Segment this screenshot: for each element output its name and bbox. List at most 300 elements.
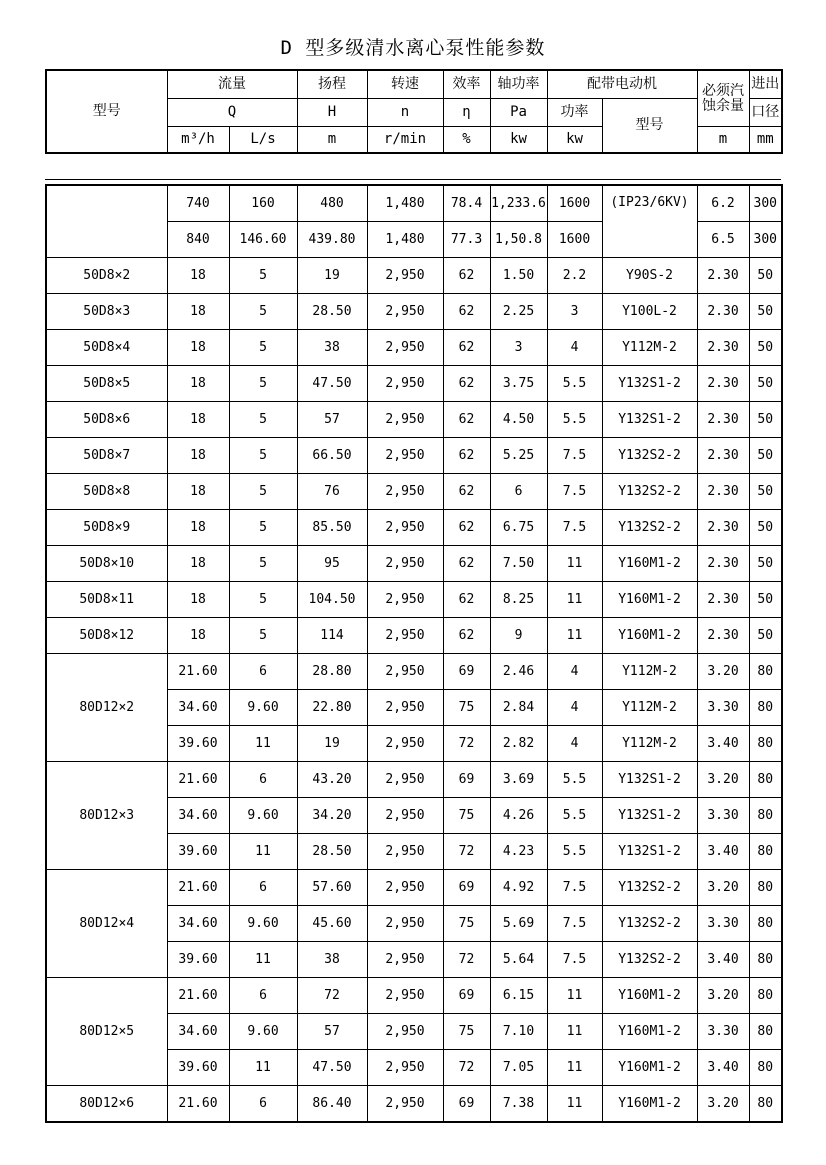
cell-motor-model: Y132S1-2 <box>602 402 697 438</box>
cell-port-mm: 80 <box>749 1050 782 1086</box>
cell-speed-rmin: 2,950 <box>367 690 443 726</box>
cell-npsh-m: 2.30 <box>697 510 749 546</box>
cell-head-m: 439.80 <box>297 222 367 258</box>
cell-port-mm: 80 <box>749 942 782 978</box>
cell-head-m: 38 <box>297 942 367 978</box>
header-flow: 流量 <box>167 70 297 99</box>
divider-rule <box>45 179 781 180</box>
cell-q-m3h: 18 <box>167 258 229 294</box>
cell-shaft-kw: 2.84 <box>490 690 547 726</box>
cell-eff-pct: 62 <box>443 258 490 294</box>
cell-q-m3h: 34.60 <box>167 1014 229 1050</box>
cell-head-m: 19 <box>297 258 367 294</box>
cell-port-mm: 50 <box>749 618 782 654</box>
model-cell: 50D8×11 <box>46 582 167 618</box>
cell-head-m: 57 <box>297 1014 367 1050</box>
cell-q-m3h: 18 <box>167 330 229 366</box>
cell-port-mm: 300 <box>749 185 782 222</box>
cell-head-m: 57.60 <box>297 870 367 906</box>
cell-speed-rmin: 2,950 <box>367 330 443 366</box>
cell-shaft-kw: 7.10 <box>490 1014 547 1050</box>
cell-motor-kw: 4 <box>547 726 602 762</box>
cell-shaft-kw: 2.46 <box>490 654 547 690</box>
cell-speed-rmin: 1,480 <box>367 222 443 258</box>
cell-q-ls: 5 <box>229 438 297 474</box>
cell-motor-kw: 7.5 <box>547 906 602 942</box>
cell-motor-model: Y160M1-2 <box>602 978 697 1014</box>
cell-port-mm: 80 <box>749 906 782 942</box>
cell-motor-model: Y112M-2 <box>602 726 697 762</box>
data-table-body <box>46 185 782 1122</box>
cell-q-m3h: 18 <box>167 474 229 510</box>
header-motor-model: 型号 <box>602 99 697 154</box>
model-cell: 80D12×2 <box>46 654 167 762</box>
cell-q-m3h: 21.60 <box>167 762 229 798</box>
header-row-1 <box>46 70 782 99</box>
cell-port-mm: 50 <box>749 546 782 582</box>
cell-npsh-m: 2.30 <box>697 474 749 510</box>
cell-speed-rmin: 2,950 <box>367 438 443 474</box>
cell-eff-pct: 72 <box>443 942 490 978</box>
cell-motor-kw: 11 <box>547 978 602 1014</box>
cell-shaft-kw: 2.82 <box>490 726 547 762</box>
cell-q-ls: 11 <box>229 1050 297 1086</box>
model-cell: 50D8×7 <box>46 438 167 474</box>
cell-speed-rmin: 2,950 <box>367 546 443 582</box>
cell-head-m: 66.50 <box>297 438 367 474</box>
cell-head-m: 72 <box>297 978 367 1014</box>
cell-shaft-kw: 5.25 <box>490 438 547 474</box>
cell-speed-rmin: 2,950 <box>367 978 443 1014</box>
cell-q-ls: 5 <box>229 546 297 582</box>
model-cell: 50D8×10 <box>46 546 167 582</box>
cell-head-m: 76 <box>297 474 367 510</box>
cell-q-m3h: 21.60 <box>167 654 229 690</box>
cell-port-mm: 50 <box>749 294 782 330</box>
table-row <box>46 185 782 222</box>
cell-speed-rmin: 2,950 <box>367 762 443 798</box>
cell-motor-kw: 11 <box>547 1086 602 1123</box>
cell-motor-model: Y132S1-2 <box>602 366 697 402</box>
cell-motor-kw: 4 <box>547 654 602 690</box>
cell-shaft-kw: 1,233.6 <box>490 185 547 222</box>
header-q-symbol: Q <box>167 99 297 127</box>
cell-npsh-m: 3.30 <box>697 906 749 942</box>
cell-speed-rmin: 2,950 <box>367 618 443 654</box>
cell-eff-pct: 62 <box>443 474 490 510</box>
cell-head-m: 47.50 <box>297 1050 367 1086</box>
cell-eff-pct: 62 <box>443 402 490 438</box>
table-row <box>46 294 782 330</box>
cell-npsh-m: 6.2 <box>697 185 749 222</box>
header-npsh-line1: 必须汽 <box>702 82 744 99</box>
header-pa-symbol: Pa <box>490 99 547 127</box>
data-table <box>45 184 783 1123</box>
cell-port-mm: 50 <box>749 330 782 366</box>
cell-motor-model: Y112M-2 <box>602 654 697 690</box>
cell-eff-pct: 72 <box>443 1050 490 1086</box>
cell-port-mm: 80 <box>749 1014 782 1050</box>
header-unit-mm: mm <box>749 127 782 154</box>
model-cell <box>46 185 167 258</box>
cell-head-m: 114 <box>297 618 367 654</box>
cell-motor-kw: 11 <box>547 1014 602 1050</box>
cell-motor-model: Y132S2-2 <box>602 438 697 474</box>
table-row <box>46 762 782 798</box>
cell-shaft-kw: 6 <box>490 474 547 510</box>
cell-speed-rmin: 2,950 <box>367 726 443 762</box>
cell-motor-kw: 1600 <box>547 222 602 258</box>
header-port-line1: 进出 <box>749 70 782 99</box>
cell-port-mm: 50 <box>749 258 782 294</box>
cell-npsh-m: 3.40 <box>697 834 749 870</box>
cell-port-mm: 50 <box>749 474 782 510</box>
cell-eff-pct: 72 <box>443 726 490 762</box>
cell-q-ls: 5 <box>229 474 297 510</box>
cell-motor-kw: 7.5 <box>547 438 602 474</box>
model-cell: 50D8×5 <box>46 366 167 402</box>
cell-motor-kw: 5.5 <box>547 366 602 402</box>
cell-speed-rmin: 2,950 <box>367 654 443 690</box>
header-unit-percent: % <box>443 127 490 154</box>
cell-shaft-kw: 1.50 <box>490 258 547 294</box>
cell-head-m: 19 <box>297 726 367 762</box>
cell-motor-model: (IP23/6KV) <box>602 185 697 258</box>
header-n-symbol: n <box>367 99 443 127</box>
cell-q-ls: 11 <box>229 942 297 978</box>
cell-head-m: 85.50 <box>297 510 367 546</box>
cell-motor-kw: 7.5 <box>547 942 602 978</box>
cell-eff-pct: 69 <box>443 1086 490 1123</box>
cell-speed-rmin: 2,950 <box>367 582 443 618</box>
cell-eff-pct: 72 <box>443 834 490 870</box>
header-model: 型号 <box>46 70 167 153</box>
cell-head-m: 480 <box>297 185 367 222</box>
cell-npsh-m: 3.20 <box>697 978 749 1014</box>
cell-motor-kw: 11 <box>547 618 602 654</box>
cell-npsh-m: 2.30 <box>697 330 749 366</box>
cell-port-mm: 50 <box>749 510 782 546</box>
header-npsh <box>697 70 749 127</box>
cell-npsh-m: 6.5 <box>697 222 749 258</box>
cell-q-m3h: 34.60 <box>167 690 229 726</box>
cell-motor-kw: 5.5 <box>547 834 602 870</box>
cell-q-ls: 9.60 <box>229 906 297 942</box>
model-cell: 50D8×12 <box>46 618 167 654</box>
cell-shaft-kw: 2.25 <box>490 294 547 330</box>
page-title: D 型多级清水离心泵性能参数 <box>280 37 546 59</box>
cell-eff-pct: 75 <box>443 798 490 834</box>
cell-head-m: 104.50 <box>297 582 367 618</box>
cell-head-m: 28.50 <box>297 834 367 870</box>
table-row <box>46 402 782 438</box>
header-unit-m3h: m³/h <box>167 127 229 154</box>
cell-port-mm: 80 <box>749 762 782 798</box>
cell-motor-kw: 11 <box>547 582 602 618</box>
cell-q-ls: 9.60 <box>229 798 297 834</box>
cell-eff-pct: 62 <box>443 582 490 618</box>
cell-eff-pct: 62 <box>443 438 490 474</box>
header-unit-kw-motor: kw <box>547 127 602 154</box>
cell-motor-model: Y132S2-2 <box>602 474 697 510</box>
cell-speed-rmin: 2,950 <box>367 402 443 438</box>
cell-shaft-kw: 3.75 <box>490 366 547 402</box>
cell-motor-kw: 11 <box>547 1050 602 1086</box>
cell-motor-model: Y160M1-2 <box>602 582 697 618</box>
cell-motor-model: Y112M-2 <box>602 330 697 366</box>
cell-head-m: 43.20 <box>297 762 367 798</box>
cell-port-mm: 80 <box>749 798 782 834</box>
cell-speed-rmin: 1,480 <box>367 185 443 222</box>
model-cell: 80D12×3 <box>46 762 167 870</box>
cell-q-ls: 9.60 <box>229 1014 297 1050</box>
cell-motor-kw: 3 <box>547 294 602 330</box>
cell-port-mm: 50 <box>749 366 782 402</box>
cell-port-mm: 50 <box>749 438 782 474</box>
cell-motor-model: Y90S-2 <box>602 258 697 294</box>
cell-eff-pct: 62 <box>443 618 490 654</box>
cell-q-m3h: 21.60 <box>167 1086 229 1123</box>
cell-shaft-kw: 4.26 <box>490 798 547 834</box>
table-row <box>46 366 782 402</box>
header-unit-m: m <box>297 127 367 154</box>
cell-q-ls: 5 <box>229 618 297 654</box>
cell-npsh-m: 3.30 <box>697 1014 749 1050</box>
cell-q-ls: 146.60 <box>229 222 297 258</box>
cell-q-m3h: 18 <box>167 618 229 654</box>
header-unit-kw-shaft: kw <box>490 127 547 154</box>
cell-motor-model: Y132S1-2 <box>602 834 697 870</box>
cell-eff-pct: 62 <box>443 510 490 546</box>
cell-q-m3h: 18 <box>167 438 229 474</box>
cell-npsh-m: 3.20 <box>697 1086 749 1123</box>
cell-npsh-m: 3.40 <box>697 726 749 762</box>
cell-q-m3h: 18 <box>167 366 229 402</box>
cell-q-ls: 5 <box>229 582 297 618</box>
table-row <box>46 330 782 366</box>
cell-eff-pct: 75 <box>443 690 490 726</box>
model-cell: 80D12×6 <box>46 1086 167 1123</box>
cell-q-m3h: 18 <box>167 582 229 618</box>
cell-port-mm: 80 <box>749 978 782 1014</box>
cell-q-ls: 11 <box>229 726 297 762</box>
cell-shaft-kw: 6.15 <box>490 978 547 1014</box>
cell-port-mm: 80 <box>749 1086 782 1123</box>
cell-speed-rmin: 2,950 <box>367 510 443 546</box>
cell-eff-pct: 69 <box>443 654 490 690</box>
cell-npsh-m: 2.30 <box>697 582 749 618</box>
cell-head-m: 38 <box>297 330 367 366</box>
cell-speed-rmin: 2,950 <box>367 294 443 330</box>
cell-speed-rmin: 2,950 <box>367 1086 443 1123</box>
cell-motor-model: Y132S2-2 <box>602 870 697 906</box>
cell-head-m: 86.40 <box>297 1086 367 1123</box>
cell-head-m: 95 <box>297 546 367 582</box>
cell-shaft-kw: 7.38 <box>490 1086 547 1123</box>
cell-q-ls: 6 <box>229 762 297 798</box>
table-row <box>46 258 782 294</box>
header-shaft-power: 轴功率 <box>490 70 547 99</box>
cell-speed-rmin: 2,950 <box>367 1050 443 1086</box>
cell-head-m: 57 <box>297 402 367 438</box>
cell-speed-rmin: 2,950 <box>367 942 443 978</box>
cell-eff-pct: 62 <box>443 294 490 330</box>
cell-port-mm: 80 <box>749 654 782 690</box>
cell-q-ls: 5 <box>229 258 297 294</box>
cell-head-m: 28.50 <box>297 294 367 330</box>
model-cell: 50D8×6 <box>46 402 167 438</box>
header-table <box>45 69 783 154</box>
cell-speed-rmin: 2,950 <box>367 474 443 510</box>
cell-q-m3h: 21.60 <box>167 978 229 1014</box>
cell-npsh-m: 3.20 <box>697 870 749 906</box>
cell-speed-rmin: 2,950 <box>367 906 443 942</box>
cell-port-mm: 50 <box>749 582 782 618</box>
cell-port-mm: 50 <box>749 402 782 438</box>
cell-motor-model: Y132S1-2 <box>602 762 697 798</box>
cell-eff-pct: 62 <box>443 546 490 582</box>
cell-shaft-kw: 4.23 <box>490 834 547 870</box>
header-port-line2: 口径 <box>749 99 782 127</box>
table-row <box>46 510 782 546</box>
table-row <box>46 978 782 1014</box>
cell-q-ls: 5 <box>229 294 297 330</box>
cell-q-m3h: 18 <box>167 294 229 330</box>
cell-motor-kw: 7.5 <box>547 870 602 906</box>
cell-shaft-kw: 4.50 <box>490 402 547 438</box>
header-head: 扬程 <box>297 70 367 99</box>
cell-head-m: 34.20 <box>297 798 367 834</box>
cell-q-m3h: 39.60 <box>167 834 229 870</box>
cell-q-ls: 5 <box>229 330 297 366</box>
cell-head-m: 22.80 <box>297 690 367 726</box>
header-motor: 配带电动机 <box>547 70 697 99</box>
cell-motor-kw: 7.5 <box>547 474 602 510</box>
cell-speed-rmin: 2,950 <box>367 870 443 906</box>
cell-shaft-kw: 5.69 <box>490 906 547 942</box>
cell-motor-kw: 1600 <box>547 185 602 222</box>
table-row <box>46 870 782 906</box>
header-unit-rmin: r/min <box>367 127 443 154</box>
cell-eff-pct: 78.4 <box>443 185 490 222</box>
cell-port-mm: 80 <box>749 870 782 906</box>
cell-q-m3h: 39.60 <box>167 942 229 978</box>
model-cell: 80D12×4 <box>46 870 167 978</box>
cell-npsh-m: 2.30 <box>697 402 749 438</box>
table-row <box>46 1086 782 1123</box>
cell-speed-rmin: 2,950 <box>367 366 443 402</box>
cell-motor-model: Y100L-2 <box>602 294 697 330</box>
cell-npsh-m: 3.20 <box>697 654 749 690</box>
cell-motor-kw: 5.5 <box>547 762 602 798</box>
model-cell: 80D12×5 <box>46 978 167 1086</box>
cell-q-ls: 6 <box>229 870 297 906</box>
cell-head-m: 47.50 <box>297 366 367 402</box>
cell-q-m3h: 18 <box>167 402 229 438</box>
header-unit-npsh-m: m <box>697 127 749 154</box>
cell-q-ls: 6 <box>229 978 297 1014</box>
cell-q-ls: 6 <box>229 1086 297 1123</box>
header-speed: 转速 <box>367 70 443 99</box>
cell-q-m3h: 18 <box>167 546 229 582</box>
model-cell: 50D8×3 <box>46 294 167 330</box>
cell-port-mm: 300 <box>749 222 782 258</box>
cell-eff-pct: 69 <box>443 870 490 906</box>
cell-shaft-kw: 7.05 <box>490 1050 547 1086</box>
cell-motor-kw: 2.2 <box>547 258 602 294</box>
cell-speed-rmin: 2,950 <box>367 1014 443 1050</box>
cell-motor-kw: 7.5 <box>547 510 602 546</box>
cell-q-m3h: 34.60 <box>167 906 229 942</box>
cell-eff-pct: 69 <box>443 762 490 798</box>
cell-shaft-kw: 6.75 <box>490 510 547 546</box>
cell-q-ls: 160 <box>229 185 297 222</box>
model-cell: 50D8×2 <box>46 258 167 294</box>
header-efficiency: 效率 <box>443 70 490 99</box>
cell-motor-kw: 11 <box>547 546 602 582</box>
table-row <box>46 474 782 510</box>
table-row <box>46 546 782 582</box>
cell-q-ls: 5 <box>229 402 297 438</box>
cell-q-m3h: 840 <box>167 222 229 258</box>
table-row <box>46 618 782 654</box>
cell-npsh-m: 2.30 <box>697 294 749 330</box>
cell-q-ls: 9.60 <box>229 690 297 726</box>
cell-npsh-m: 2.30 <box>697 258 749 294</box>
cell-npsh-m: 2.30 <box>697 618 749 654</box>
model-cell: 50D8×9 <box>46 510 167 546</box>
header-unit-ls: L/s <box>229 127 297 154</box>
model-cell: 50D8×8 <box>46 474 167 510</box>
cell-eff-pct: 62 <box>443 330 490 366</box>
cell-motor-model: Y160M1-2 <box>602 1050 697 1086</box>
cell-q-m3h: 39.60 <box>167 1050 229 1086</box>
header-eta-symbol: η <box>443 99 490 127</box>
cell-port-mm: 80 <box>749 726 782 762</box>
cell-npsh-m: 2.30 <box>697 546 749 582</box>
cell-npsh-m: 3.40 <box>697 942 749 978</box>
cell-motor-model: Y132S2-2 <box>602 906 697 942</box>
table-row <box>46 654 782 690</box>
cell-speed-rmin: 2,950 <box>367 798 443 834</box>
cell-port-mm: 80 <box>749 690 782 726</box>
cell-q-m3h: 740 <box>167 185 229 222</box>
cell-motor-kw: 4 <box>547 330 602 366</box>
table-row <box>46 438 782 474</box>
cell-head-m: 45.60 <box>297 906 367 942</box>
header-npsh-line2: 蚀余量 <box>702 97 744 114</box>
table-row <box>46 582 782 618</box>
cell-motor-model: Y132S1-2 <box>602 798 697 834</box>
cell-q-ls: 5 <box>229 366 297 402</box>
cell-motor-model: Y160M1-2 <box>602 618 697 654</box>
cell-head-m: 28.80 <box>297 654 367 690</box>
cell-shaft-kw: 3.69 <box>490 762 547 798</box>
cell-speed-rmin: 2,950 <box>367 834 443 870</box>
cell-npsh-m: 2.30 <box>697 438 749 474</box>
header-motor-power: 功率 <box>547 99 602 127</box>
cell-npsh-m: 3.40 <box>697 1050 749 1086</box>
cell-motor-model: Y160M1-2 <box>602 1086 697 1123</box>
cell-q-m3h: 18 <box>167 510 229 546</box>
cell-motor-model: Y160M1-2 <box>602 546 697 582</box>
cell-q-m3h: 34.60 <box>167 798 229 834</box>
cell-q-ls: 6 <box>229 654 297 690</box>
cell-shaft-kw: 1,50.8 <box>490 222 547 258</box>
cell-motor-model: Y132S2-2 <box>602 942 697 978</box>
cell-shaft-kw: 7.50 <box>490 546 547 582</box>
cell-eff-pct: 75 <box>443 1014 490 1050</box>
